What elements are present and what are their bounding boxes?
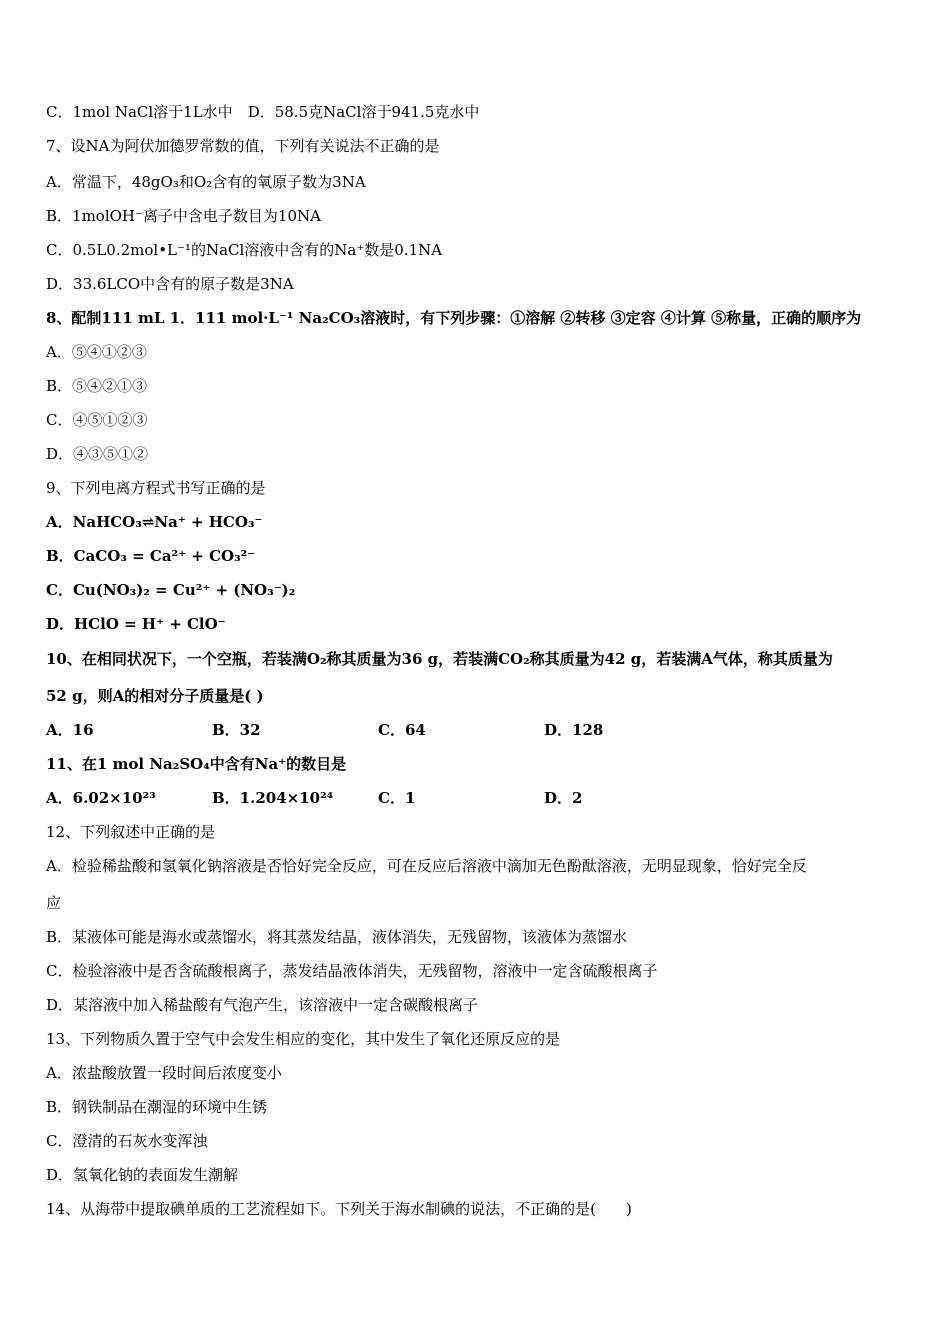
q10-option-c: C．64 [378, 721, 426, 739]
q11-option-c: C．1 [378, 789, 416, 807]
question-9: 9、下列电离方程式书写正确的是 [46, 479, 266, 497]
q8-option-d: D．④③⑤①② [46, 445, 149, 463]
q12-option-c: C．检验溶液中是否含硫酸根离子，蒸发结晶液体消失，无残留物，溶液中一定含硫酸根离子 [46, 962, 658, 980]
q11-option-b: B．1.204×10²⁴ [212, 789, 334, 807]
q7-option-c: C．0.5L0.2mol•L⁻¹的NaCl溶液中含有的Na⁺数是0.1NA [46, 241, 443, 259]
q12-option-d: D．某溶液中加入稀盐酸有气泡产生，该溶液中一定含碳酸根离子 [46, 996, 479, 1014]
q7-option-b: B．1molOH⁻离子中含电子数目为10NA [46, 207, 321, 225]
question-8: 8、配制111 mL 1．111 mol·L⁻¹ Na₂CO₃溶液时，有下列步骤：①溶解 ②转移 ③定容 ④计算 ⑤称量，正确的顺序为 [46, 309, 862, 327]
q11-options [46, 788, 582, 808]
q9-option-b: B．CaCO₃ = Ca²⁺ + CO₃²⁻ [46, 547, 256, 565]
question-12: 12、下列叙述中正确的是 [46, 823, 216, 841]
q12-option-b: B．某液体可能是海水或蒸馏水，将其蒸发结晶，液体消失，无残留物，该液体为蒸馏水 [46, 928, 628, 946]
question-13: 13、下列物质久置于空气中会发生相应的变化，其中发生了氧化还原反应的是 [46, 1030, 561, 1048]
q9-option-d: D．HClO = H⁺ + ClO⁻ [46, 615, 226, 633]
q13-option-b: B．钢铁制品在潮湿的环境中生锈 [46, 1098, 268, 1116]
q9-option-c: C．Cu(NO₃)₂ = Cu²⁺ + (NO₃⁻)₂ [46, 581, 296, 599]
question-11: 11、在1 mol Na₂SO₄中含有Na⁺的数目是 [46, 755, 347, 773]
q8-option-b: B．⑤④②①③ [46, 377, 148, 395]
q11-option-a: A．6.02×10²³ [46, 789, 156, 807]
question-7: 7、设NA为阿伏加德罗常数的值，下列有关说法不正确的是 [46, 137, 440, 155]
q10-option-b: B．32 [212, 721, 261, 739]
q10-option-d: D．128 [544, 721, 604, 739]
q13-option-a: A．浓盐酸放置一段时间后浓度变小 [46, 1064, 282, 1082]
q12-option-a-cont: 应 [46, 894, 62, 912]
q10-option-a: A．16 [46, 721, 94, 739]
q13-option-c: C．澄清的石灰水变浑浊 [46, 1132, 208, 1150]
q9-option-a: A．NaHCO₃⇌Na⁺ + HCO₃⁻ [46, 513, 263, 531]
q8-option-c: C．④⑤①②③ [46, 411, 148, 429]
question-10-cont: 52 g，则A的相对分子质量是( ) [46, 687, 264, 705]
q11-option-d: D．2 [544, 789, 583, 807]
q7-option-a: A．常温下，48gO₃和O₂含有的氧原子数为3NA [46, 173, 366, 191]
q12-option-a: A．检验稀盐酸和氢氧化钠溶液是否恰好完全反应，可在反应后溶液中滴加无色酚酞溶液，无明显现象，恰好完全反 [46, 857, 807, 875]
question-14: 14、从海带中提取碘单质的工艺流程如下。下列关于海水制碘的说法，不正确的是( ) [46, 1200, 632, 1218]
q7-option-d: D．33.6LCO中含有的原子数是3NA [46, 275, 294, 293]
q8-option-a: A．⑤④①②③ [46, 343, 147, 361]
option-line: C．1mol NaCl溶于1L水中 D．58.5克NaCl溶于941.5克水中 [46, 103, 480, 121]
question-10: 10、在相同状况下，一个空瓶，若装满O₂称其质量为36 g，若装满CO₂称其质量为42 g，若装满A气体，称其质量为 [46, 650, 833, 668]
q10-options [46, 720, 603, 740]
q13-option-d: D．氢氧化钠的表面发生潮解 [46, 1166, 239, 1184]
